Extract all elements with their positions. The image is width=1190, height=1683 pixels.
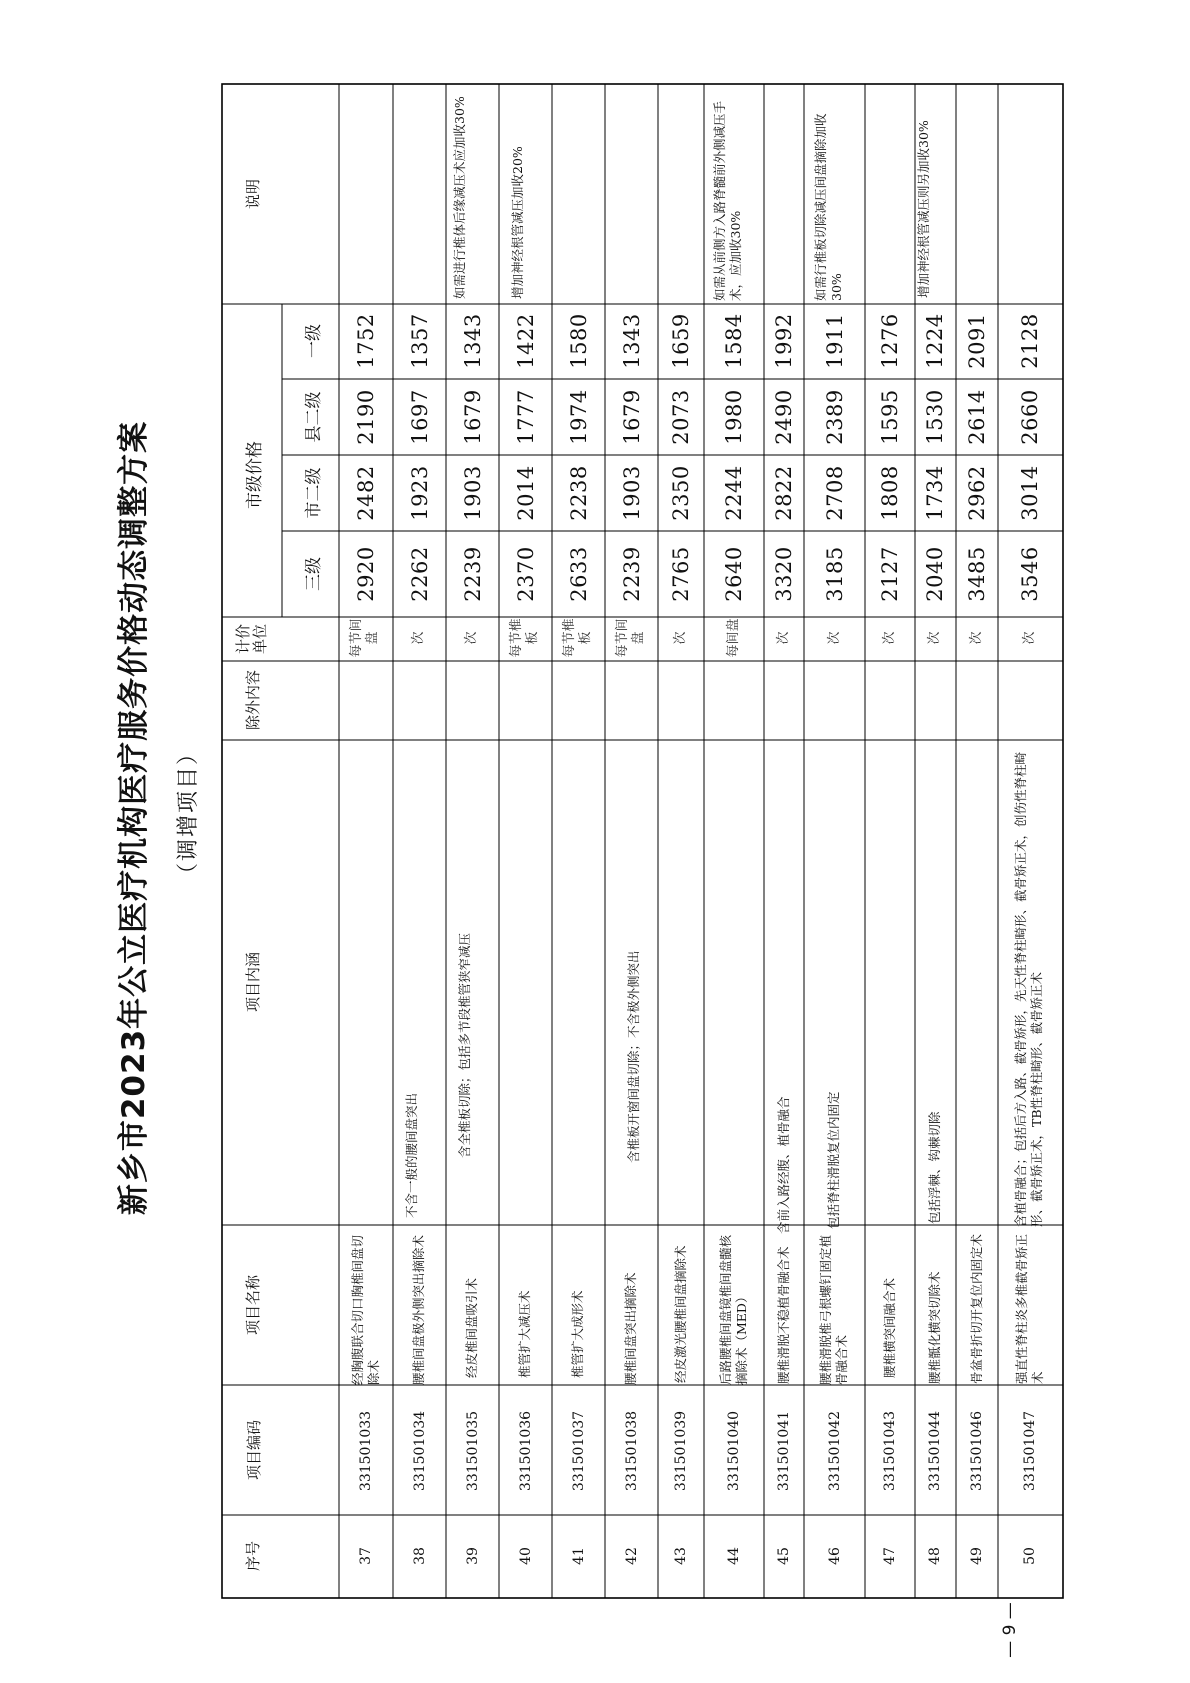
row-note: 如需从前侧方入路脊髓前外侧减压手术，应加收30% [712, 100, 743, 301]
row-price-city2: 2238 [567, 465, 591, 521]
row-price-county2: 1777 [514, 389, 538, 445]
header-level3: 三级 [303, 557, 324, 591]
row-unit: 每节间盘 [615, 618, 646, 658]
row-price-county2: 2073 [669, 389, 693, 445]
row-name: 经皮激光腰椎间盘摘除术 [673, 1245, 688, 1383]
header-unit: 计价单位 [234, 624, 269, 655]
row-name: 经皮椎间盘吸引术 [464, 1277, 479, 1378]
row-price-city2: 2962 [965, 465, 989, 521]
row-name: 腰椎间盘极外侧突出摘除术 [411, 1234, 426, 1385]
header-name: 项目名称 [243, 1275, 262, 1336]
row-unit: 次 [776, 631, 791, 645]
row-price-level3: 2920 [354, 546, 378, 602]
row-price-level1: 1422 [514, 313, 538, 369]
row-unit: 次 [969, 631, 984, 645]
header-code: 项目编码 [244, 1420, 263, 1481]
row-content: 包括脊柱滑脱复位内固定 [826, 1091, 841, 1229]
row-price-level3: 2040 [923, 546, 947, 602]
row-code: 331501043 [882, 1410, 898, 1492]
row-price-level3: 2640 [722, 546, 746, 602]
header-level1: 一级 [303, 324, 324, 358]
row-code: 331501037 [571, 1410, 587, 1492]
row-name: 经胸腹联合切口胸椎间盘切除术 [350, 1234, 381, 1385]
row-price-level1: 1911 [823, 313, 847, 369]
row-note: 如需行椎板切除减压间盘摘除加收30% [813, 113, 844, 301]
row-code: 331501035 [465, 1410, 481, 1492]
row-price-county2: 2190 [354, 389, 378, 445]
row-code: 331501036 [518, 1410, 534, 1492]
row-price-level3: 3320 [772, 546, 796, 602]
row-seq: 48 [927, 1547, 943, 1565]
row-name: 腰椎滑脱椎弓根螺钉固定植骨融合术 [818, 1234, 849, 1385]
row-price-city2: 3014 [1018, 465, 1042, 521]
row-price-city2: 2822 [772, 465, 796, 521]
row-content: 含椎板开窗间盘切除；不含极外侧突出 [626, 950, 641, 1163]
row-price-county2: 2614 [965, 389, 989, 445]
row-seq: 47 [882, 1547, 898, 1565]
row-name: 腰椎横突间融合术 [882, 1277, 897, 1378]
row-name: 椎管扩大成形术 [570, 1290, 585, 1378]
row-note: 如需进行椎体后缘减压术应加收30% [452, 96, 467, 299]
header-content: 项目内涵 [243, 952, 262, 1013]
row-unit: 次 [673, 631, 688, 645]
row-price-city2: 2708 [823, 465, 847, 521]
row-price-level1: 1584 [722, 313, 746, 369]
header-note: 说明 [243, 179, 262, 210]
row-price-level1: 1992 [772, 313, 796, 369]
row-price-city2: 1903 [620, 465, 644, 521]
row-seq: 50 [1022, 1547, 1038, 1565]
row-unit: 每间盘 [726, 618, 741, 658]
row-unit: 每节椎板 [562, 618, 593, 658]
header-excluded: 除外内容 [243, 670, 262, 731]
row-seq: 44 [726, 1547, 742, 1565]
row-unit: 次 [1022, 631, 1037, 645]
row-price-level1: 1343 [620, 313, 644, 369]
row-seq: 41 [571, 1547, 587, 1565]
row-price-level1: 1224 [923, 313, 947, 369]
row-price-level1: 2091 [965, 313, 989, 369]
row-unit: 次 [827, 631, 842, 645]
row-price-level1: 2128 [1018, 313, 1042, 369]
row-unit: 每节间盘 [349, 618, 380, 658]
row-content: 含植骨融合；包括后方入路、截骨矫形，先天性脊柱畸形、截骨矫正术，创伤性脊柱畸形、截骨矫正术，TB性脊柱畸形、截骨矫正术 [1013, 751, 1044, 1227]
header-seq: 序号 [243, 1541, 262, 1572]
row-code: 331501042 [827, 1410, 843, 1492]
row-price-level1: 1357 [408, 313, 432, 369]
header-county2: 县二级 [303, 391, 324, 443]
row-price-level3: 3185 [823, 546, 847, 602]
row-price-level3: 2370 [514, 546, 538, 602]
row-price-level1: 1752 [354, 313, 378, 369]
row-price-level1: 1659 [669, 313, 693, 369]
row-price-level3: 3485 [965, 546, 989, 602]
page-title: 新乡市2023年公立医疗机构医疗服务价格动态调整方案 [115, 420, 152, 1216]
row-price-city2: 2350 [669, 465, 693, 521]
row-seq: 39 [465, 1547, 481, 1565]
row-unit: 次 [882, 631, 897, 645]
row-code: 331501038 [624, 1410, 640, 1492]
row-unit: 次 [411, 631, 426, 645]
row-unit: 每节椎板 [509, 618, 540, 658]
row-price-level3: 2239 [620, 546, 644, 602]
row-code: 331501047 [1022, 1410, 1038, 1492]
row-price-county2: 2490 [772, 389, 796, 445]
row-content: 含全椎板切除；包括多节段椎管狭窄减压 [457, 932, 472, 1158]
row-price-county2: 1980 [722, 389, 746, 445]
row-seq: 46 [827, 1547, 843, 1565]
row-seq: 40 [518, 1547, 534, 1565]
row-price-level1: 1276 [878, 313, 902, 369]
row-code: 331501041 [776, 1410, 792, 1492]
row-price-county2: 1697 [408, 389, 432, 445]
row-price-city2: 1923 [408, 465, 432, 521]
row-seq: 45 [776, 1547, 792, 1565]
row-price-level3: 2262 [408, 546, 432, 602]
row-price-county2: 2389 [823, 389, 847, 445]
row-content: 不含一般的腰间盘突出 [404, 1092, 419, 1218]
row-price-county2: 1595 [878, 389, 902, 445]
header-city2: 市二级 [303, 467, 324, 519]
row-code: 331501034 [412, 1410, 428, 1492]
row-price-level1: 1343 [461, 313, 485, 369]
row-name: 腰椎间盘突出摘除术 [623, 1272, 638, 1385]
row-price-city2: 2014 [514, 465, 538, 521]
row-code: 331501040 [726, 1410, 742, 1492]
row-seq: 49 [969, 1547, 985, 1565]
row-seq: 42 [624, 1547, 640, 1565]
row-content: 含前入路经腹、植骨融合 [776, 1096, 791, 1234]
row-seq: 38 [412, 1547, 428, 1565]
page-number-value: 9 [1000, 1624, 1020, 1636]
row-name: 椎管扩大减压术 [517, 1290, 532, 1378]
row-price-level1: 1580 [567, 313, 591, 369]
row-price-city2: 1734 [923, 465, 947, 521]
row-unit: 次 [464, 631, 479, 645]
row-price-county2: 1679 [620, 389, 644, 445]
row-seq: 43 [673, 1547, 689, 1565]
row-price-county2: 2660 [1018, 389, 1042, 445]
row-price-level3: 2127 [878, 546, 902, 602]
row-code: 331501033 [358, 1410, 374, 1492]
row-price-city2: 2482 [354, 465, 378, 521]
row-content: 包括浮棘、钩棘切除 [927, 1111, 942, 1224]
row-unit: 次 [927, 631, 942, 645]
row-code: 331501039 [673, 1410, 689, 1492]
page-subtitle: （调增项目） [175, 741, 201, 886]
row-note: 增加神经根管减压则另加收30% [916, 120, 931, 298]
row-seq: 37 [358, 1547, 374, 1565]
row-name: 腰椎滑脱不稳植骨融合术 [776, 1246, 791, 1384]
row-code: 331501044 [927, 1410, 943, 1492]
row-price-county2: 1974 [567, 389, 591, 445]
row-name: 骨盆骨折切开复位内固定术 [969, 1233, 984, 1384]
row-name: 后路腰椎间盘镜椎间盘髓核摘除术（MED） [718, 1234, 749, 1385]
row-price-county2: 1530 [923, 389, 947, 445]
row-price-city2: 1903 [461, 465, 485, 521]
row-name: 强直性脊柱炎多椎截骨矫正术 [1014, 1233, 1045, 1384]
row-price-city2: 1808 [878, 465, 902, 521]
row-code: 331501046 [969, 1410, 985, 1492]
row-price-level3: 3546 [1018, 546, 1042, 602]
row-price-county2: 1679 [461, 389, 485, 445]
row-name: 腰椎骶化横突切除术 [927, 1271, 942, 1384]
row-note: 增加神经根管减压加收20% [510, 146, 525, 299]
page-number: — 9 — [1000, 1602, 1020, 1658]
row-price-level3: 2765 [669, 546, 693, 602]
row-price-city2: 2244 [722, 465, 746, 521]
header-city-price: 市级价格 [244, 441, 265, 509]
row-price-level3: 2633 [567, 546, 591, 602]
row-price-level3: 2239 [461, 546, 485, 602]
